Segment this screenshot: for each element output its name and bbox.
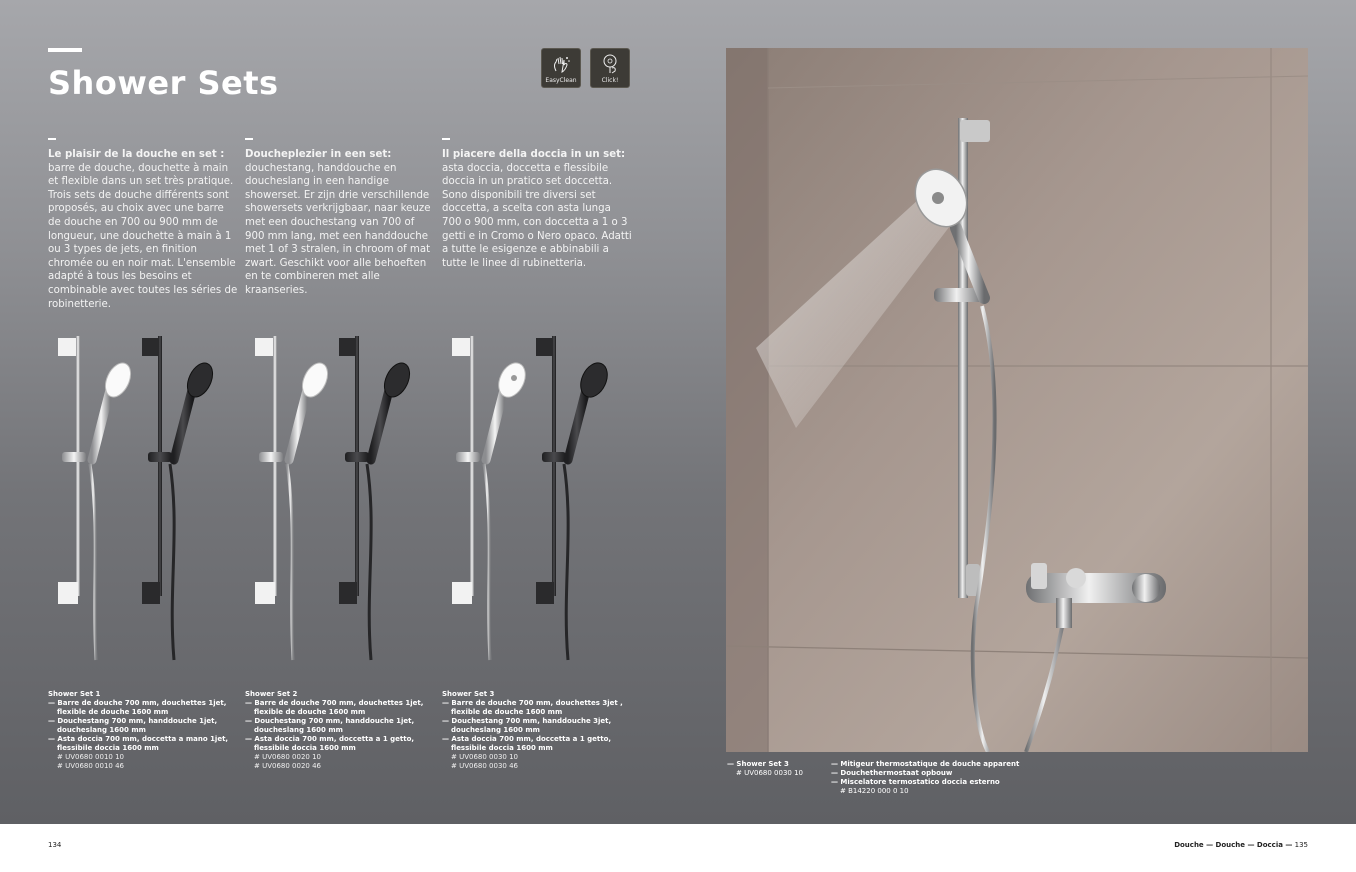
column-dash [245, 138, 253, 140]
intro-column-fr [48, 138, 238, 311]
product-caption-2 [245, 690, 435, 771]
intro-text-nl: Doucheplezier in een set: douchestang, handdouche en doucheslang in een handige showerset. Er zijn drie verschillende showersets verkrijgbaar, naar keuze met een douchestang van 700 of 900 mm lang, met een handdouche met 1 of 3 stralen, in chroom of mat zwart. Geschikt voor alle behoeften en te combineren met alle kraanseries. [245, 149, 431, 296]
photo-caption-mixer [831, 760, 1019, 796]
product-code: # UV0680 0010 10 [57, 753, 124, 761]
click-badge [590, 48, 630, 88]
product-caption-3 [442, 690, 632, 771]
photo-caption-set [727, 760, 803, 778]
mixer-code: # B14220 000 0 10 [840, 787, 909, 795]
product-code: # UV0680 0030 46 [451, 762, 518, 770]
section-label: Douche — Douche — Doccia — [1174, 841, 1293, 849]
page-number: 135 [1294, 841, 1308, 849]
product-name: Shower Set 1 [48, 690, 101, 698]
product-code: # UV0680 0020 46 [254, 762, 321, 770]
product-desc-line: — Barre de douche 700 mm, douchettes 1jet, flexible de douche 1600 mm [245, 699, 424, 716]
mixer-line: — Mitigeur thermostatique de douche apparent [831, 760, 1020, 768]
photo-set-name: — Shower Set 3 [727, 760, 789, 768]
shower-set-1-image [50, 330, 220, 675]
shower-installation-photo [726, 48, 1308, 752]
column-dash [442, 138, 450, 140]
product-desc-line: — Asta doccia 700 mm, doccetta a 1 getto, flessibile doccia 1600 mm [245, 735, 415, 752]
mixer-line: — Miscelatore termostatico doccia esterno [831, 778, 1000, 786]
shower-set-3-image [444, 330, 614, 675]
product-caption-1 [48, 690, 238, 771]
intro-text-it: Il piacere della doccia in un set: asta doccia, doccetta e flessibile doccia in un pratico set doccetta. Sono disponibili tre diversi set doccetta, a scelta con asta lunga 700 o 900 mm, con doccetta a 1 o 3 getti e in Cromo o Nero opaco. Adatti a tutte le esigenze e abbinabili a tutte le linee di rubinetteria. [442, 149, 632, 269]
intro-column-nl [245, 138, 435, 298]
intro-text-fr: Le plaisir de la douche en set : barre de douche, douchette à main et flexible dans un set très pratique. Trois sets de douche différents sont proposés, au choix avec une barre de douche en 700 ou 900 mm de longueur, une douchette à main à 1 ou 3 types de jets, en finition chromée ou en noir mat. L'ensemble adapté à tous les besoins et combinable avec toutes les séries de robinetterie. [48, 149, 238, 310]
shower-set-2-image [247, 330, 417, 675]
product-code: # UV0680 0010 46 [57, 762, 124, 770]
product-name: Shower Set 2 [245, 690, 298, 698]
badge-label: EasyClean [545, 77, 577, 84]
click-showerhead-icon [599, 53, 621, 75]
page-number-right [1174, 841, 1308, 849]
product-desc-line: — Douchestang 700 mm, handdouche 1jet, doucheslang 1600 mm [245, 717, 415, 734]
product-desc-line: — Barre de douche 700 mm, douchettes 1jet, flexible de douche 1600 mm [48, 699, 227, 716]
product-desc-line: — Asta doccia 700 mm, doccetta a mano 1jet, flessibile doccia 1600 mm [48, 735, 229, 752]
product-desc-line: — Douchestang 700 mm, handdouche 3jet, doucheslang 1600 mm [442, 717, 612, 734]
page-title: Shower Sets [48, 64, 279, 102]
page-footer [0, 824, 1356, 872]
product-code: # UV0680 0030 10 [451, 753, 518, 761]
product-desc-line: — Douchestang 700 mm, handdouche 1jet, doucheslang 1600 mm [48, 717, 218, 734]
product-code: # UV0680 0020 10 [254, 753, 321, 761]
column-dash [48, 138, 56, 140]
product-desc-line: — Asta doccia 700 mm, doccetta a 1 getto, flessibile doccia 1600 mm [442, 735, 612, 752]
badge-label: Click! [601, 77, 619, 84]
page-number-left: 134 [48, 841, 62, 849]
title-accent-bar [48, 48, 82, 52]
photo-set-code: # UV0680 0030 10 [736, 769, 803, 777]
easyclean-hand-icon [550, 53, 572, 75]
product-name: Shower Set 3 [442, 690, 495, 698]
easyclean-badge [541, 48, 581, 88]
product-desc-line: — Barre de douche 700 mm, douchettes 3jet , flexible de douche 1600 mm [442, 699, 623, 716]
mixer-line: — Douchethermostaat opbouw [831, 769, 953, 777]
intro-column-it [442, 138, 632, 270]
